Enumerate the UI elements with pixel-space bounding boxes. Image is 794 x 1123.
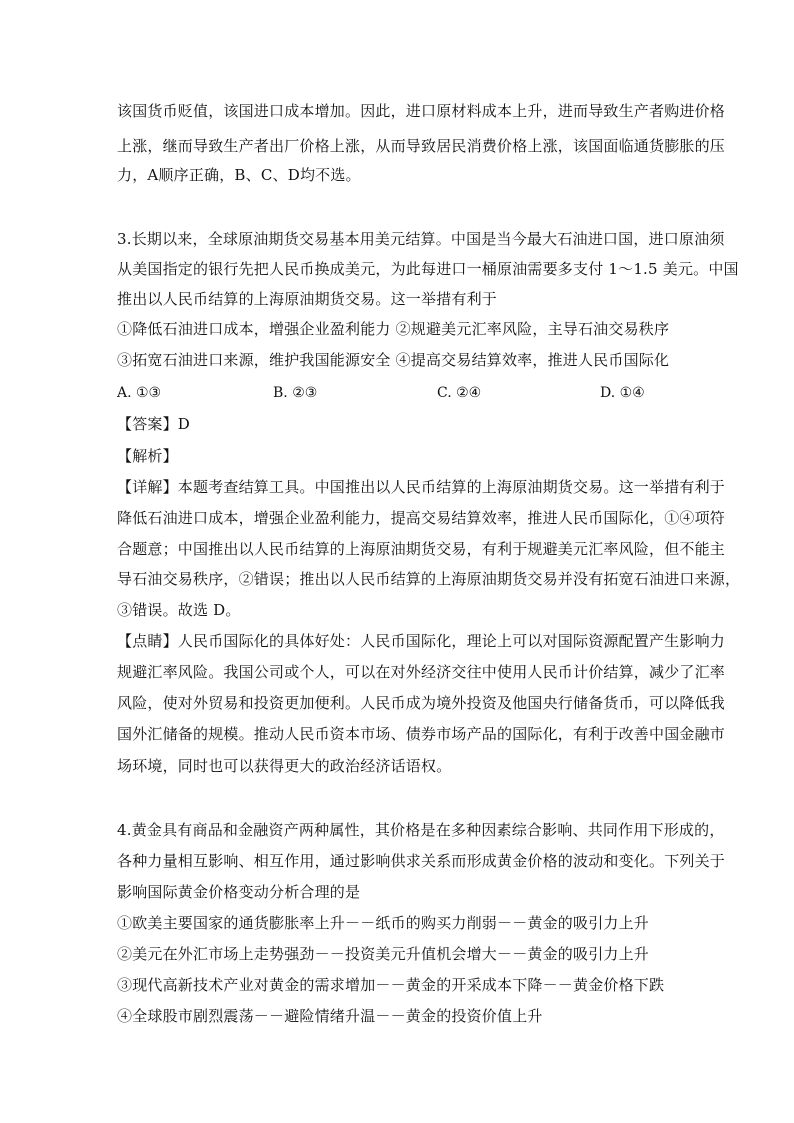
tips-line: 国外汇储备的规模。推动人民币资本市场、债券市场产品的国际化，有利于改善中国金融市 — [117, 725, 726, 743]
detail-line: 合题意；中国推出以人民币结算的上海原油期货交易，有利于规避美元汇率风险，但不能主 — [117, 540, 726, 558]
detail-line: 【详解】本题考查结算工具。中国推出以人民币结算的上海原油期货交易。这一举措有利于 — [117, 478, 726, 496]
question-3-stem: 3.长期以来，全球原油期货交易基本用美元结算。中国是当今最大石油进口国，进口原油须 — [117, 230, 725, 248]
answer: 【答案】D — [117, 415, 191, 433]
statement: ③现代高新技术产业对黄金的需求增加－－黄金的开采成本下降－－黄金价格下跌 — [117, 976, 665, 994]
question-3-stem: 从美国指定的银行先把人民币换成美元，为此每进口一桶原油需要多支付 1～1.5 美元。中国 — [117, 260, 739, 278]
tips-line: 场环境，同时也可以获得更大的政治经济话语权。 — [117, 757, 452, 775]
intro-line: 该国货币贬值，该国进口成本增加。因此，进口原材料成本上升，进而导致生产者购进价格 — [117, 102, 726, 120]
statement: ①降低石油进口成本，增强企业盈利能力 ②规避美元汇率风险，主导石油交易秩序 — [117, 320, 670, 338]
tips-line: 风险，使对外贸易和投资更加便利。人民币成为境外投资及他国央行储备货币，可以降低我 — [117, 694, 726, 712]
question-4-stem: 4.黄金具有商品和金融资产两种属性，其价格是在多种因素综合影响、共同作用下形成的， — [117, 821, 725, 839]
tips-line: 【点睛】人民币国际化的具体好处：人民币国际化，理论上可以对国际资源配置产生影响力 — [117, 632, 726, 650]
option-b: B. ②③ — [273, 385, 318, 401]
option-c: C. ②④ — [437, 385, 482, 401]
statement: ③拓宽石油进口来源，维护我国能源安全 ④提高交易结算效率，推进人民币国际化 — [117, 351, 670, 369]
option-d: D. ①④ — [600, 385, 645, 401]
question-4-stem: 影响国际黄金价格变动分析合理的是 — [117, 883, 361, 901]
intro-line: 力，A顺序正确，B、C、D均不选。 — [117, 166, 361, 184]
question-4-stem: 各种力量相互影响、相互作用，通过影响供求关系而形成黄金价格的波动和变化。下列关于 — [117, 852, 726, 870]
intro-line: 上涨，继而导致生产者出厂价格上涨，从而导致居民消费价格上涨，该国面临通货膨胀的压 — [117, 137, 726, 155]
tips-line: 规避汇率风险。我国公司或个人，可以在对外经济交往中使用人民币计价结算，减少了汇率 — [117, 663, 726, 681]
statement: ④全球股市剧烈震荡－－避险情绪升温－－黄金的投资价值上升 — [117, 1007, 543, 1025]
detail-line: 导石油交易秩序，②错误；推出以人民币结算的上海原油期货交易并没有拓宽石油进口来源， — [117, 570, 741, 588]
analysis-heading: 【解析】 — [117, 447, 178, 465]
detail-line: 降低石油进口成本，增强企业盈利能力，提高交易结算效率，推进人民币国际化，①④项符 — [117, 509, 726, 527]
option-a: A. ①③ — [117, 385, 162, 401]
detail-line: ③错误。故选 D。 — [117, 601, 241, 619]
statement: ①欧美主要国家的通货膨胀率上升－－纸币的购买力削弱－－黄金的吸引力上升 — [117, 914, 650, 932]
question-3-stem: 推出以人民币结算的上海原油期货交易。这一举措有利于 — [117, 290, 498, 308]
statement: ②美元在外汇市场上走势强劲－－投资美元升值机会增大－－黄金的吸引力上升 — [117, 945, 650, 963]
